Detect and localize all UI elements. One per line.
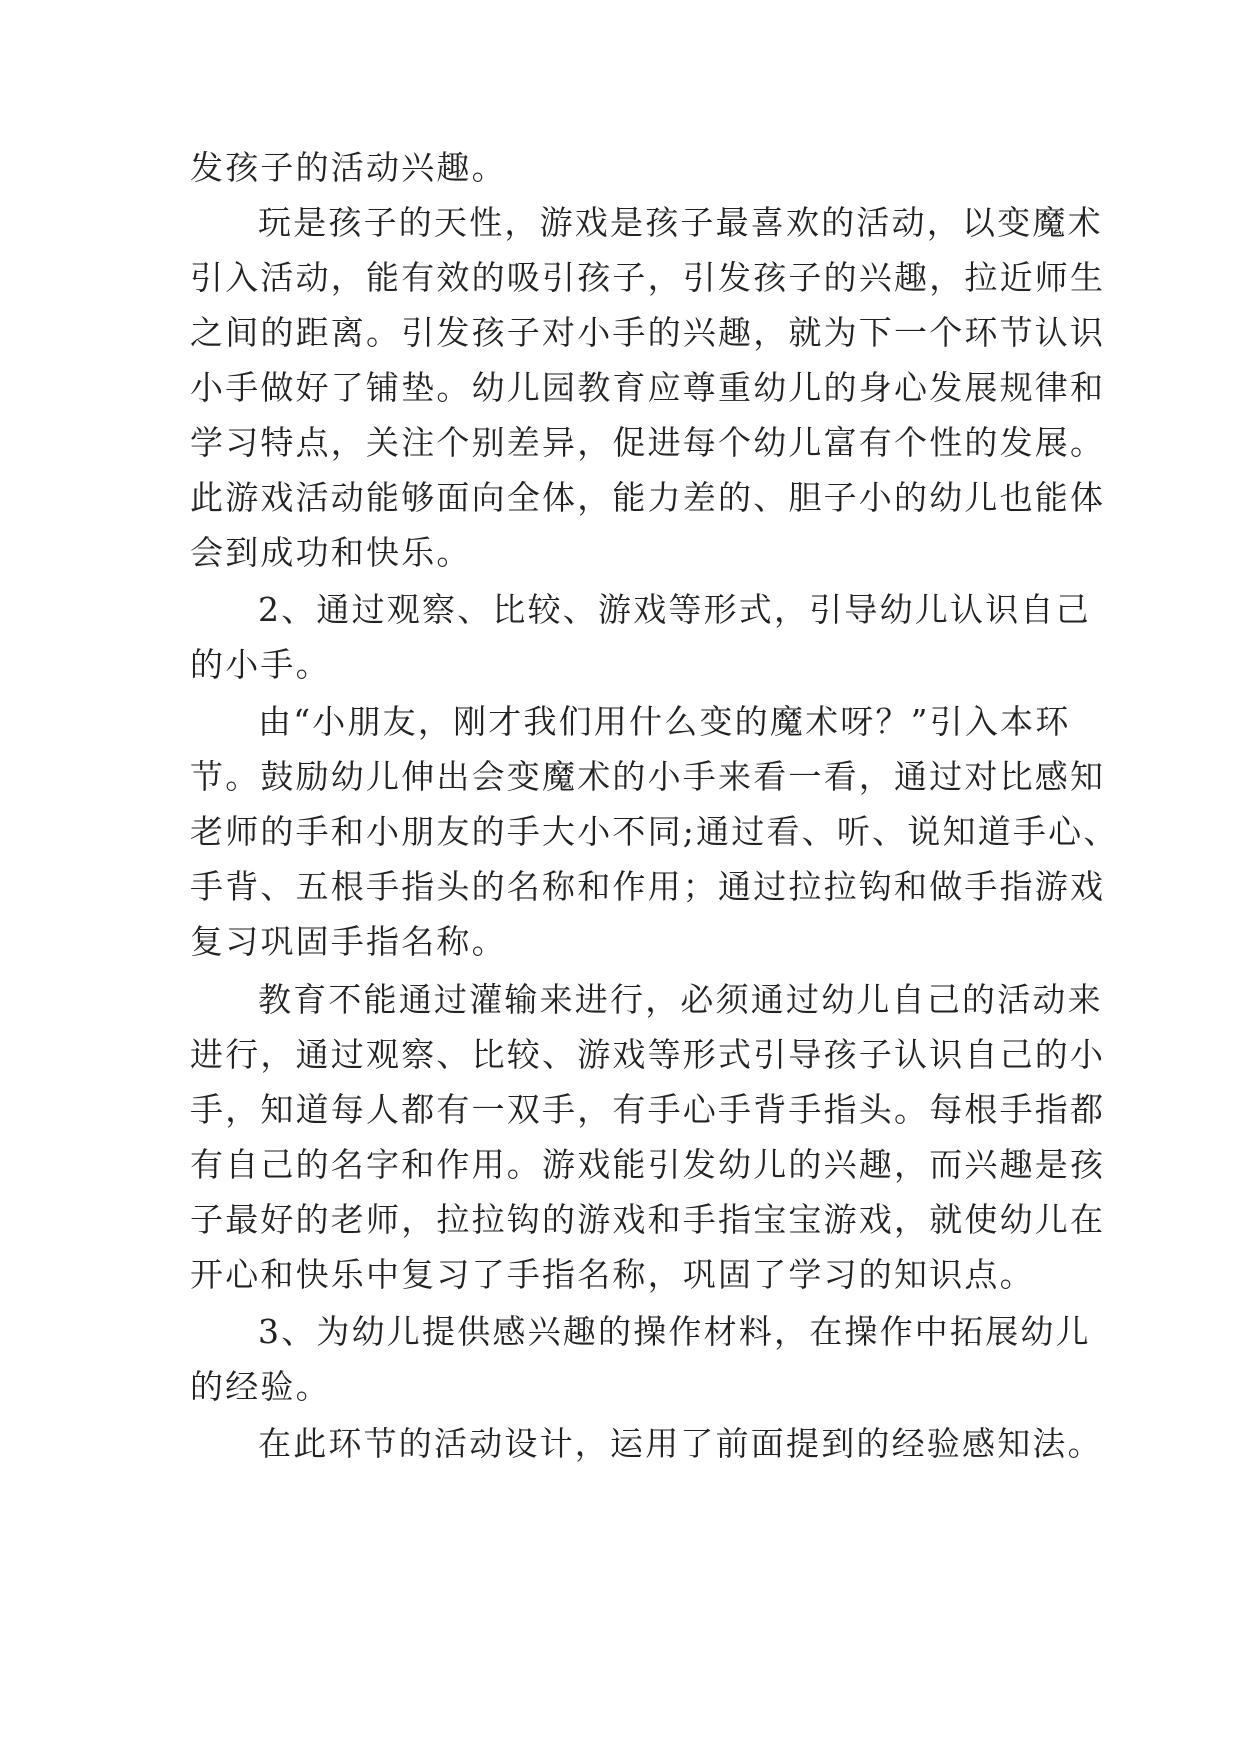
text-line: 有自己的名字和作用。游戏能引发幼儿的兴趣，而兴趣是孩 [190,1145,1106,1184]
text-line: 复习巩固手指名称。 [190,922,507,961]
text-line: 3、为幼儿提供感兴趣的操作材料，在操作中拓展幼儿 [258,1312,1091,1351]
text-line: 2、通过观察、比较、游戏等形式，引导幼儿认识自己 [258,590,1091,629]
text-line: 引入活动，能有效的吸引孩子，引发孩子的兴趣，拉近师生 [190,258,1106,297]
text-line: 此游戏活动能够面向全体，能力差的、胆子小的幼儿也能体 [190,478,1106,517]
text-line: 玩是孩子的天性，游戏是孩子最喜欢的活动，以变魔术 [258,203,1103,242]
text-line: 之间的距离。引发孩子对小手的兴趣，就为下一个环节认识 [190,313,1106,352]
text-line: 教育不能通过灌输来进行，必须通过幼儿自己的活动来 [258,980,1103,1019]
text-line: 开心和快乐中复习了手指名称，巩固了学习的知识点。 [190,1255,1035,1294]
text-line: 小手做好了铺垫。幼儿园教育应尊重幼儿的身心发展规律和 [190,368,1106,407]
text-line: 发孩子的活动兴趣。 [190,148,507,187]
text-line: 会到成功和快乐。 [190,533,472,572]
text-line: 的经验。 [190,1367,331,1406]
text-line: 手，知道每人都有一双手，有手心手背手指头。每根手指都 [190,1090,1106,1129]
text-line: 老师的手和小朋友的手大小不同;通过看、听、说知道手心、 [190,812,1119,851]
text-line: 手背、五根手指头的名称和作用；通过拉拉钩和做手指游戏 [190,867,1106,906]
text-line: 的小手。 [190,645,331,684]
text-line: 在此环节的活动设计，运用了前面提到的经验感知法。 [258,1424,1103,1463]
text-line: 子最好的老师，拉拉钩的游戏和手指宝宝游戏，就使幼儿在 [190,1200,1106,1239]
text-line: 节。鼓励幼儿伸出会变魔术的小手来看一看，通过对比感知 [190,757,1106,796]
text-line: 学习特点，关注个别差异，促进每个幼儿富有个性的发展。 [190,423,1106,462]
text-line: 由“小朋友，刚才我们用什么变的魔术呀？”引入本环 [258,702,1071,741]
text-line: 进行，通过观察、比较、游戏等形式引导孩子认识自己的小 [190,1035,1106,1074]
